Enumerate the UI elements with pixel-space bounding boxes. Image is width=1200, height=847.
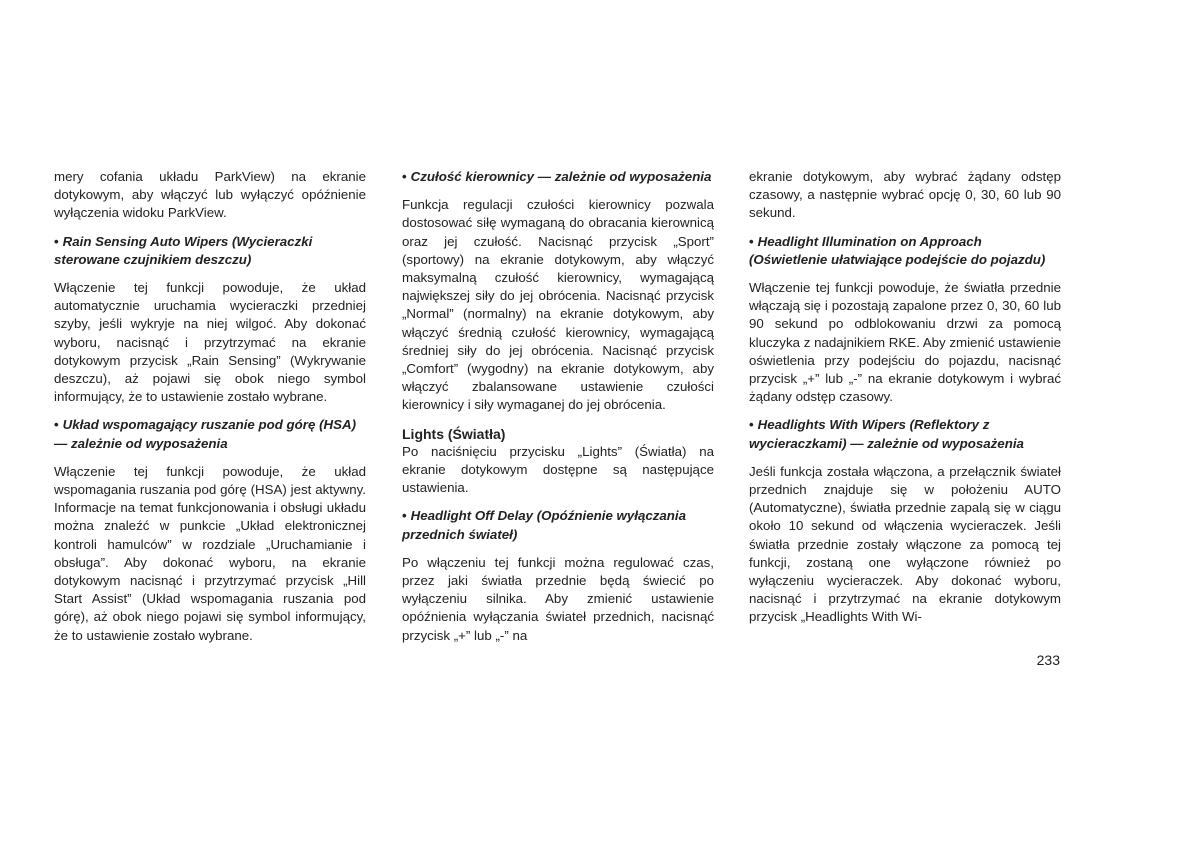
bullet-icon: • [402,169,407,184]
text-column-left [54,168,366,655]
bullet-heading-text: Rain Sensing Auto Wipers (Wycieraczki sterowane czujnikiem deszczu) [54,233,313,267]
bullet-heading-text: Headlight Illumination on Approach (Oświetlenie ułatwiające podejście do pojazdu) [749,233,1046,267]
bullet-heading-text: Headlight Off Delay (Opóźnienie wyłączania przednich świateł) [402,508,687,542]
text-column-middle [402,168,714,655]
paragraph: Włączenie tej funkcji powoduje, że układ wspomagania ruszania pod górę (HSA) jest aktywny. Informacje na temat funkcjonowania i obsługi układu można znaleźć w punkcie „Układ elektronicznej kontroli hamulców” w rozdziale „Uruchamianie i obsługa”. Aby dokonać wyboru, na ekranie dotykowym nacisnąć i przytrzymać przycisk „Hill Start Assist” (Układ wspomagania ruszania pod górę), aż obok niego pojawi się symbol informujący, że to ustawienie zostało wybrane. [54,463,366,643]
bullet-heading-text: Czułość kierownicy — zależnie od wyposażenia [410,169,712,184]
paragraph: Jeśli funkcja została włączona, a przełącznik świateł przednich znajduje się w położeniu AUTO (Automatyczne), światła przednie zapalą się w ciągu około 10 sekund od włączenia wycieraczek. Jeśli światła przednie zostały włączone za pomocą tej funkcji, zostaną one wyłączone również po wyłączeniu wycieraczek. Aby dokonać wyboru, nacisnąć i przytrzymać na ekranie dotykowym przycisk „Headlights With Wi- [749,463,1061,625]
bullet-heading-rain-sensing [54,233,366,269]
bullet-icon: • [54,233,59,249]
paragraph: Po włączeniu tej funkcji można regulować czas, przez jaki światła przednie będą świecić po wyłączeniu silnika. Aby zmienić ustawienie opóźnienia wyłączania świateł przednich, nacisnąć przycisk „+” lub „-” na [402,554,714,643]
page-number: 233 [1036,652,1060,668]
section-heading-lights: Lights (Światła) [402,425,506,442]
paragraph: ekranie dotykowym, aby wybrać żądany odstęp czasowy, a następnie wybrać opcję 0, 30, 60 lub 90 sekund. [749,169,1061,221]
bullet-icon: • [749,233,754,249]
paragraph: Po naciśnięciu przycisku „Lights” (Światła) na ekranie dotykowym dostępne są następujące ustawienia. [402,443,714,496]
bullet-heading-steering [402,168,714,186]
bullet-heading-illumination-approach [749,233,1061,269]
paragraph: Włączenie tej funkcji powoduje, że światła przednie włączają się i pozostają zapalone przez 0, 30, 60 lub 90 sekund po odblokowaniu drzwi za pomocą kluczyka z nadajnikiem RKE. Aby zmienić ustawienie oświetlenia przy podejściu do pojazdu, nacisnąć przycisk „+” lub „-” na ekranie dotykowym i wybrać żądany odstęp czasowy. [749,280,1061,405]
bullet-heading-headlights-wipers [749,416,1061,452]
paragraph: Włączenie tej funkcji powoduje, że układ automatycznie uruchamia wycieraczki przedniej szyby, jeśli wykryje na niej wilgoć. Aby dokonać wyboru, nacisnąć i przytrzymać na ekranie dotykowym przycisk „Rain Sensing” (Wykrywanie deszczu), aż pojawi się obok niego symbol informujący, że to ustawienie zostało wybrane. [54,280,366,405]
bullet-heading-text: Układ wspomagający ruszanie pod górę (HSA) — zależnie od wyposażenia [54,417,356,451]
bullet-heading-headlight-off-delay [402,507,714,543]
paragraph: Funkcja regulacji czułości kierownicy pozwala dostosować siłę wymaganą do obracania kierownicą oraz jej czułość. Nacisnąć przycisk „Sport” (sportowy) na ekranie dotykowym, aby włączyć maksymalną czułość kierownicy, wymagającą największej siły do jej obrócenia. Nacisnąć przycisk „Normal” (normalny) na ekranie dotykowym, aby włączyć średnią czułość kierownicy, wymagającą średniej siły do jej obrócenia. Nacisnąć przycisk „Comfort” (wygodny) na ekranie dotykowym, aby włączyć zbalansowane ustawienie czułości kierownicy i siły wymaganej do jej obrócenia. [402,197,714,413]
text-column-right [749,168,1061,637]
bullet-icon: • [749,417,754,433]
bullet-icon: • [54,417,59,433]
bullet-heading-hsa [54,416,366,452]
bullet-icon: • [402,508,407,524]
bullet-heading-text: Headlights With Wipers (Reflektory z wycieraczkami) — zależnie od wyposażenia [749,417,1024,451]
paragraph: mery cofania układu ParkView) na ekranie dotykowym, aby włączyć lub wyłączyć opóźnienie wyłączenia widoku ParkView. [54,169,366,221]
